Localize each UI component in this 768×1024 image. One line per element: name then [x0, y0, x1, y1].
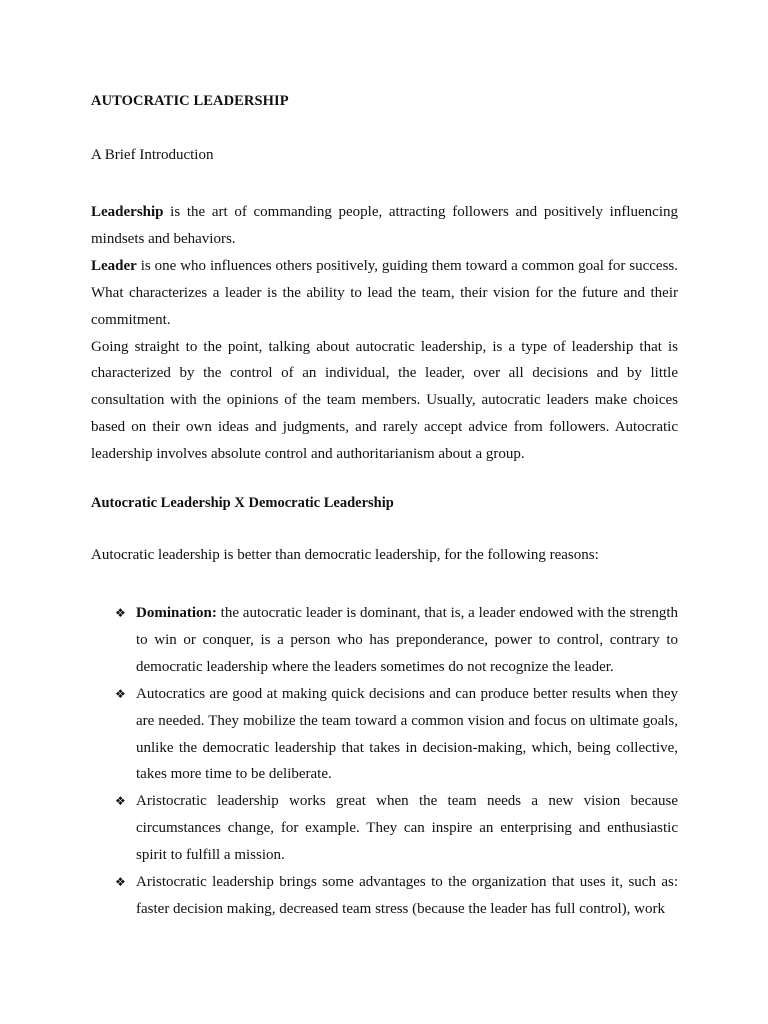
- section-heading: Autocratic Leadership X Democratic Leadership: [91, 495, 394, 511]
- list-item: [91, 681, 678, 789]
- term-domination: Domination:: [136, 605, 217, 621]
- paragraph-leadership: [91, 199, 678, 253]
- paragraph-text: is one who influences others positively, guiding them toward a common goal for success. What characterizes a leader is the ability to lead the team, their vision for the future and their commitment.: [91, 257, 678, 328]
- list-item-text: the autocratic leader is dominant, that is, a leader endowed with the strength to win or conquer, is a person who has preponderance, power to control, contrary to democratic leadership where the leaders sometimes do not recognize the leader.: [136, 605, 678, 675]
- list-item-text: Aristocratic leadership works great when the team needs a new vision because circumstances change, for example. They can inspire an enterprising and enthusiastic spirit to fulfill a mission.: [136, 793, 678, 864]
- list-item: [91, 788, 678, 869]
- paragraph-leader: [91, 253, 678, 334]
- list-item-text: Autocratics are good at making quick decisions and can produce better results when they are needed. They mobilize the team toward a common vision and focus on ultimate goals, unlike the democratic leadership that takes in decision-making, which, being collective, takes more time to be deliberate.: [136, 685, 678, 783]
- four-diamond-bullet-icon: ❖: [115, 875, 126, 890]
- four-diamond-bullet-icon: ❖: [115, 794, 126, 809]
- section-lead: Autocratic leadership is better than democratic leadership, for the following reasons:: [91, 547, 599, 563]
- list-item: [91, 600, 678, 681]
- term-leader: Leader: [91, 257, 137, 274]
- document-title: AUTOCRATIC LEADERSHIP: [91, 93, 289, 109]
- document-subtitle: A Brief Introduction: [91, 147, 214, 163]
- term-leadership: Leadership: [91, 204, 164, 220]
- list-item-text: Aristocratic leadership brings some advantages to the organization that uses it, such as: faster decision making, decreased team stress (because the leader has full control), work: [136, 874, 678, 917]
- list-item: [91, 869, 678, 923]
- four-diamond-bullet-icon: ❖: [115, 686, 126, 701]
- reasons-list: [91, 600, 678, 923]
- four-diamond-bullet-icon: ❖: [115, 606, 126, 620]
- paragraph-text: Going straight to the point, talking about autocratic leadership, is a type of leadership that is characterized by the control of an individual, the leader, over all decisions and by little consultation with the opinions of the team members. Usually, autocratic leaders make choices based on their own ideas and judgments, and rarely accept advice from followers. Autocratic leadership involves absolute control and authoritarianism about a group.: [91, 338, 678, 463]
- paragraph-autocratic: [91, 334, 678, 469]
- paragraph-text: is the art of commanding people, attracting followers and positively influencing mindsets and behaviors.: [91, 204, 678, 247]
- intro-body: [91, 199, 678, 468]
